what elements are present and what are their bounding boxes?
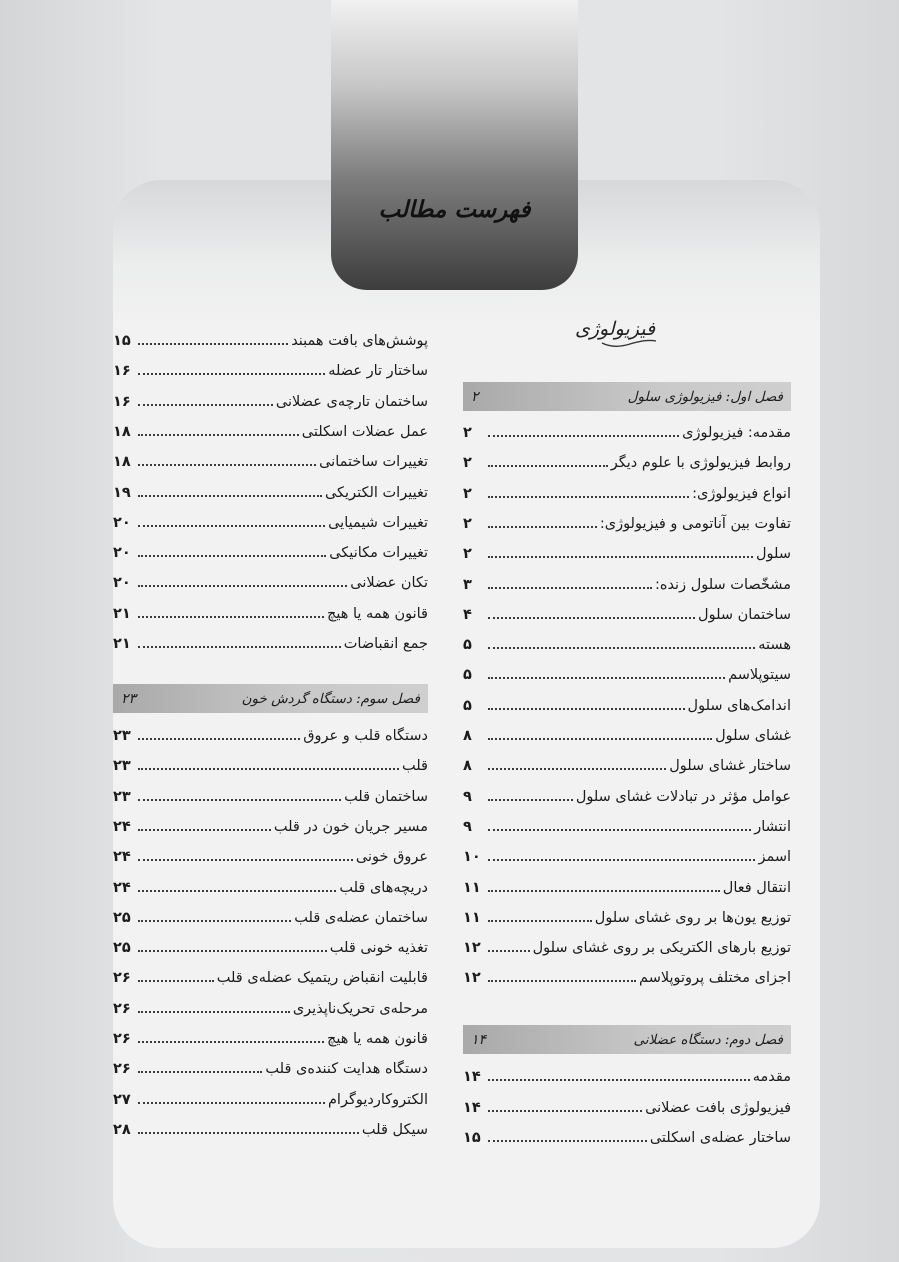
entry-page: ۵ (463, 697, 472, 714)
toc-entry[interactable] (113, 564, 428, 592)
toc-entry[interactable] (113, 929, 428, 957)
entry-page: ۲۶ (113, 970, 131, 987)
entry-page: ۱۲ (463, 940, 481, 957)
entry-title: ساختمان تارچه‌ی عضلانی (275, 393, 428, 410)
entry-title: قلب (402, 758, 428, 775)
toc-entry[interactable] (463, 778, 791, 806)
toc-entry[interactable] (463, 899, 791, 927)
toc-entry[interactable] (463, 596, 791, 624)
entry-title: ساختمان عضله‌ی قلب (294, 909, 428, 926)
dot-leader (138, 1131, 359, 1134)
dot-leader (138, 342, 288, 345)
entry-title: الکتروکاردیوگرام (327, 1091, 428, 1108)
entry-page: ۱۱ (463, 879, 481, 896)
dot-leader (488, 828, 751, 831)
dot-leader (488, 555, 753, 558)
entry-page: ۲۷ (113, 1091, 131, 1108)
toc-entry[interactable] (463, 687, 791, 715)
toc-entry[interactable] (113, 959, 428, 987)
entry-page: ۲۵ (113, 940, 131, 957)
entry-title: غشای سلول (715, 728, 791, 744)
toc-entry[interactable] (113, 474, 428, 502)
dot-leader (138, 615, 324, 618)
dot-leader (488, 889, 720, 892)
toc-entry[interactable] (463, 869, 791, 897)
dot-leader (488, 979, 636, 982)
entry-title: اسمز (758, 849, 791, 866)
entry-title: تکان عضلانی (350, 575, 428, 592)
entry-title: تغییرات ساختمانی (319, 454, 428, 471)
entry-page: ۱۶ (113, 363, 131, 380)
dot-leader (488, 525, 597, 528)
entry-title: دستگاه قلب و عروق (303, 728, 428, 744)
dot-leader (488, 1139, 647, 1142)
entry-page: ۲ (463, 485, 472, 502)
dot-leader (138, 737, 300, 740)
entry-page: ۲۶ (113, 1000, 131, 1017)
toc-entry[interactable] (113, 1081, 428, 1109)
entry-title: هسته (758, 637, 791, 654)
dot-leader (138, 494, 322, 497)
toc-entry[interactable] (463, 626, 791, 654)
entry-title: تفاوت بین آناتومی و فیزیولوژی: (599, 515, 791, 532)
chapter-title: فصل اول: فیزیولوژی سلول (627, 388, 783, 405)
entry-page: ۲۱ (113, 636, 131, 652)
title-tab (331, 0, 578, 290)
entry-page: ۱۲ (463, 970, 481, 987)
entry-title: مسیر جریان خون در قلب (273, 818, 428, 835)
chapter-title: فصل سوم: دستگاه گردش خون (241, 690, 420, 707)
toc-entry[interactable] (463, 717, 791, 745)
entry-title: ساختار غشای سلول (669, 758, 791, 775)
chapter-page: ۲ (471, 388, 479, 405)
entry-title: ساختمان قلب (344, 788, 428, 805)
dot-leader (488, 586, 652, 589)
entry-title: سیتوپلاسم (728, 667, 791, 684)
toc-entry[interactable] (113, 990, 428, 1018)
entry-page: ۲۴ (113, 818, 131, 835)
entry-page: ۱۱ (463, 909, 481, 926)
entry-title: ساختمان سلول (698, 606, 791, 623)
entry-title: قانون همه یا هیچ (327, 1031, 428, 1047)
entry-page: ۸ (463, 728, 472, 744)
entry-title: تغییرات شیمیایی (328, 514, 428, 531)
entry-title: دریچه‌های قلب (339, 879, 428, 896)
dot-leader (488, 676, 725, 679)
toc-entry[interactable] (113, 352, 428, 380)
dot-leader (138, 979, 214, 982)
entry-page: ۱۵ (113, 333, 131, 349)
toc-entry[interactable] (113, 778, 428, 806)
entry-page: ۱۸ (113, 423, 131, 440)
dot-leader (488, 1078, 750, 1081)
chapter-page: ۱۴ (471, 1031, 487, 1048)
dot-leader (138, 645, 341, 648)
toc-entry[interactable] (113, 717, 428, 745)
entry-title: توزیع بارهای الکتریکی بر روی غشای سلول (532, 940, 791, 957)
toc-entry[interactable] (113, 1020, 428, 1048)
entry-page: ۲۳ (113, 758, 131, 775)
entry-title: فیزیولوژی بافت عضلانی (645, 1099, 791, 1116)
dot-leader (488, 767, 666, 770)
dot-leader (488, 798, 573, 801)
chapter-title: فصل دوم: دستگاه عضلانی (633, 1031, 783, 1048)
entry-title: انتشار (754, 818, 791, 835)
entry-page: ۲۴ (113, 849, 131, 866)
toc-entry[interactable] (113, 504, 428, 532)
entry-title: تغییرات مکانیکی (329, 545, 428, 562)
entry-page: ۲۰ (113, 514, 131, 531)
dot-leader (138, 1010, 290, 1013)
entry-title: جمع انقباضات (343, 636, 428, 652)
chapter-header[interactable] (463, 1025, 791, 1054)
entry-title: عمل عضلات اسکلتی (301, 423, 428, 440)
entry-title: مقدمه: فیزیولوژی (682, 425, 791, 441)
entry-page: ۲۵ (113, 909, 131, 926)
entry-page: ۱۹ (113, 484, 131, 501)
dot-leader (138, 524, 325, 527)
entry-page: ۲ (463, 546, 472, 563)
toc-entry[interactable] (113, 838, 428, 866)
toc-entry[interactable] (463, 747, 791, 775)
entry-page: ۲۱ (113, 605, 131, 622)
entry-page: ۱۶ (113, 393, 131, 410)
entry-title: قانون همه یا هیچ (327, 605, 428, 622)
dot-leader (488, 434, 679, 437)
entry-page: ۲ (463, 455, 472, 472)
toc-entry[interactable] (113, 443, 428, 471)
dot-leader (138, 889, 336, 892)
dot-leader (488, 858, 755, 861)
toc-entry[interactable] (463, 1089, 791, 1117)
entry-title: اندامک‌های سلول (687, 697, 791, 714)
toc-entry[interactable] (463, 505, 791, 533)
toc-entry[interactable] (463, 838, 791, 866)
toc-entry[interactable] (463, 929, 791, 957)
entry-title: عوامل مؤثر در تبادلات غشای سلول (575, 788, 791, 805)
toc-entry[interactable] (463, 414, 791, 442)
toc-entry[interactable] (463, 656, 791, 684)
dot-leader (138, 1070, 262, 1073)
dot-leader (488, 737, 712, 740)
dot-leader (138, 584, 347, 587)
dot-leader (488, 616, 695, 619)
toc-entry[interactable] (463, 808, 791, 836)
dot-leader (138, 554, 326, 557)
entry-page: ۸ (463, 758, 472, 775)
entry-page: ۱۰ (463, 849, 481, 866)
toc-entry[interactable] (113, 383, 428, 411)
entry-title: انواع فیزیولوژی: (692, 485, 791, 502)
toc-entry[interactable] (463, 959, 791, 987)
entry-page: ۹ (463, 818, 472, 835)
chapter-header[interactable] (113, 684, 428, 713)
dot-leader (138, 949, 327, 952)
entry-page: ۲۴ (113, 879, 131, 896)
entry-title: ساختار تار عضله (328, 363, 428, 380)
toc-entry[interactable] (113, 1050, 428, 1078)
entry-page: ۱۴ (463, 1099, 481, 1116)
toc-entry[interactable] (463, 444, 791, 472)
entry-title: تغذیه خونی قلب (329, 940, 428, 957)
entry-page: ۲۰ (113, 575, 131, 592)
dot-leader (138, 403, 273, 406)
toc-entry[interactable] (113, 869, 428, 897)
entry-page: ۵ (463, 637, 472, 654)
entry-page: ۲ (463, 425, 472, 441)
toc-entry[interactable] (463, 535, 791, 563)
toc-entry[interactable] (463, 475, 791, 503)
entry-page: ۴ (463, 606, 472, 623)
dot-leader (488, 1109, 642, 1112)
entry-title: سلول (756, 546, 791, 563)
dot-leader (138, 1101, 325, 1104)
dot-leader (488, 949, 530, 952)
chapter-page: ۲۳ (121, 690, 137, 707)
dot-leader (138, 858, 353, 861)
entry-page: ۲۳ (113, 728, 131, 744)
toc-entry[interactable] (463, 1058, 791, 1086)
dot-leader (138, 1040, 324, 1043)
entry-title: ساختار عضله‌ی اسکلتی (649, 1130, 791, 1146)
entry-page: ۳ (463, 576, 472, 593)
entry-page: ۲ (463, 515, 472, 532)
toc-entry[interactable] (113, 1111, 428, 1139)
entry-page: ۱۵ (463, 1130, 481, 1146)
toc-entry[interactable] (113, 595, 428, 623)
toc-entry[interactable] (113, 899, 428, 927)
dot-leader (138, 463, 316, 466)
entry-title: اجزای مختلف پروتوپلاسم (639, 970, 791, 987)
dot-leader (488, 495, 689, 498)
dot-leader (138, 919, 291, 922)
entry-title: توزیع یون‌ها بر روی غشای سلول (594, 909, 791, 926)
entry-title: انتقال فعال (722, 879, 791, 896)
entry-title: پوشش‌های بافت همبند (291, 333, 428, 349)
entry-page: ۲۰ (113, 545, 131, 562)
dot-leader (488, 919, 592, 922)
entry-page: ۱۸ (113, 454, 131, 471)
entry-title: تغییرات الکتریکی (324, 484, 428, 501)
toc-entry[interactable] (113, 747, 428, 775)
entry-title: سیکل قلب (361, 1121, 428, 1138)
dot-leader (488, 464, 608, 467)
entry-page: ۲۸ (113, 1121, 131, 1138)
toc-entry[interactable] (463, 566, 791, 594)
toc-entry[interactable] (113, 808, 428, 836)
flourish-ornament (600, 337, 658, 349)
entry-title: مشخّصات سلول زنده: (654, 576, 791, 593)
chapter-header[interactable] (463, 382, 791, 411)
entry-title: روابط فیزیولوژی با علوم دیگر (610, 455, 791, 472)
dot-leader (138, 828, 271, 831)
entry-title: عروق خونی (355, 849, 428, 866)
entry-title: مقدمه (752, 1069, 791, 1085)
entry-page: ۲۶ (113, 1061, 131, 1078)
toc-entry[interactable] (463, 1119, 791, 1147)
dot-leader (138, 798, 341, 801)
entry-page: ۹ (463, 788, 472, 805)
dot-leader (488, 707, 685, 710)
dot-leader (138, 372, 325, 375)
entry-title: قابلیت انقباض ریتمیک عضله‌ی قلب (216, 970, 428, 987)
entry-title: دستگاه هدایت کننده‌ی قلب (265, 1061, 428, 1078)
toc-entry[interactable] (113, 413, 428, 441)
book-title: فیزیولوژی (574, 318, 656, 340)
toc-entry[interactable] (113, 534, 428, 562)
toc-heading: فهرست مطالب (378, 196, 531, 223)
entry-page: ۵ (463, 667, 472, 684)
entry-page: ۲۶ (113, 1031, 131, 1047)
dot-leader (488, 646, 755, 649)
entry-page: ۲۳ (113, 788, 131, 805)
dot-leader (138, 767, 399, 770)
entry-title: مرحله‌ی تحریک‌ناپذیری (292, 1000, 428, 1017)
entry-page: ۱۴ (463, 1069, 481, 1085)
dot-leader (138, 433, 299, 436)
toc-entry[interactable] (113, 322, 428, 350)
toc-entry[interactable] (113, 625, 428, 653)
